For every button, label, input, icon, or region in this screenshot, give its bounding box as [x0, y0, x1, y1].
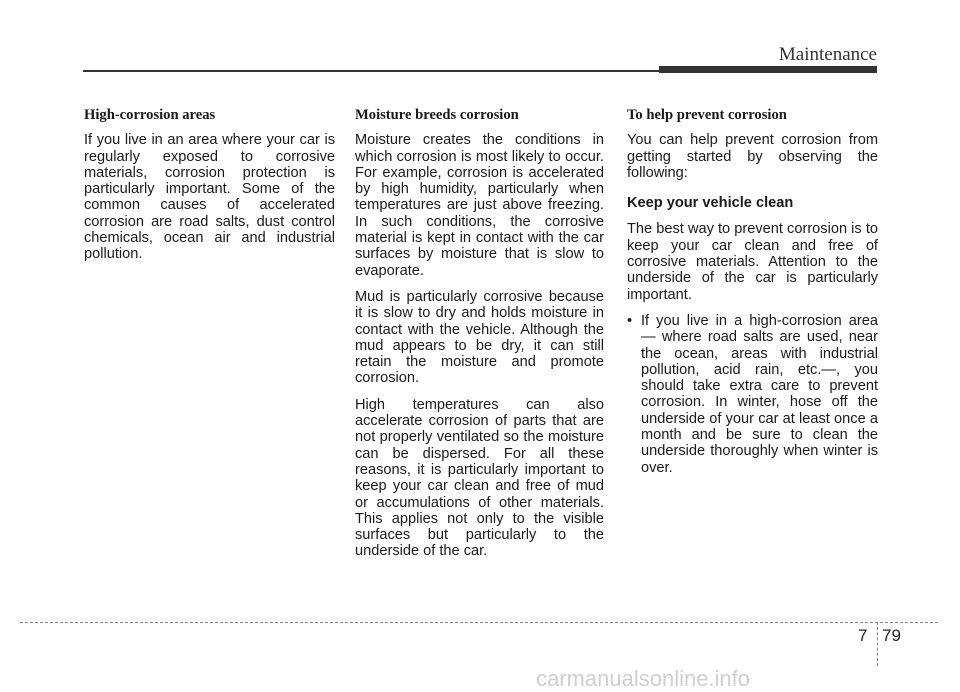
paragraph: Moisture creates the conditions in which corrosion is most likely to occur. For example, corrosion is accelerated by high humidity, particularly when temperatures are just above freezing. In such conditions, the corrosive material is kept in contact with the car surfaces by moisture that is slow to evaporate.	[355, 132, 604, 279]
list-item	[627, 313, 878, 476]
subheading-keep-vehicle-clean: Keep your vehicle clean	[627, 195, 794, 212]
header-rule	[83, 70, 659, 72]
bullet-list	[627, 313, 878, 476]
column-right	[627, 107, 878, 476]
heading-moisture-breeds-corrosion: Moisture breeds corrosion	[355, 107, 519, 123]
column-left	[84, 107, 335, 273]
heading-high-corrosion-areas: High-corrosion areas	[84, 107, 216, 123]
page-number: 79	[882, 626, 901, 645]
paragraph: The best way to prevent corrosion is to keep your car clean and free of corrosive materials. Attention to the underside of the car is particularly important.	[627, 221, 878, 303]
paragraph: If you live in an area where your car is regularly exposed to corrosive materials, corrosion protection is particularly important. Some of the common causes of accelerated corrosion are road salts, dust control chemicals, ocean air and industrial pollution.	[84, 132, 335, 263]
header-bar	[659, 66, 877, 73]
footer-divider	[20, 622, 938, 623]
chapter-number: 7	[858, 626, 868, 645]
list-item-text: If you live in a high-corrosion area — where road salts are used, near the ocean, areas with industrial pollution, acid rain, etc.—, you should take extra care to prevent corrosion. In winter, hose off the underside of your car at least once a month and be sure to clean the underside thoroughly when winter is over.	[641, 312, 878, 476]
bullet-icon: •	[627, 312, 633, 329]
watermark: carmanualsonline.info	[536, 666, 751, 691]
heading-help-prevent-corrosion: To help prevent corrosion	[627, 107, 787, 123]
paragraph: High temperatures can also accelerate corrosion of parts that are not properly ventilated so the moisture can be dispersed. For all these reasons, it is particularly important to keep your car clean and free of mud or accumulations of other materials. This applies not only to the visible surfaces but particularly to the underside of the car.	[355, 396, 604, 560]
paragraph: You can help prevent corrosion from getting started by observing the following:	[627, 132, 878, 181]
footer-vertical-divider	[877, 622, 878, 666]
column-middle	[355, 107, 604, 570]
paragraph: Mud is particularly corrosive because it is slow to dry and holds moisture in contact with the vehicle. Although the mud appears to be dry, it can still retain the moisture and promote corrosion.	[355, 288, 604, 387]
section-title: Maintenance	[778, 44, 877, 65]
